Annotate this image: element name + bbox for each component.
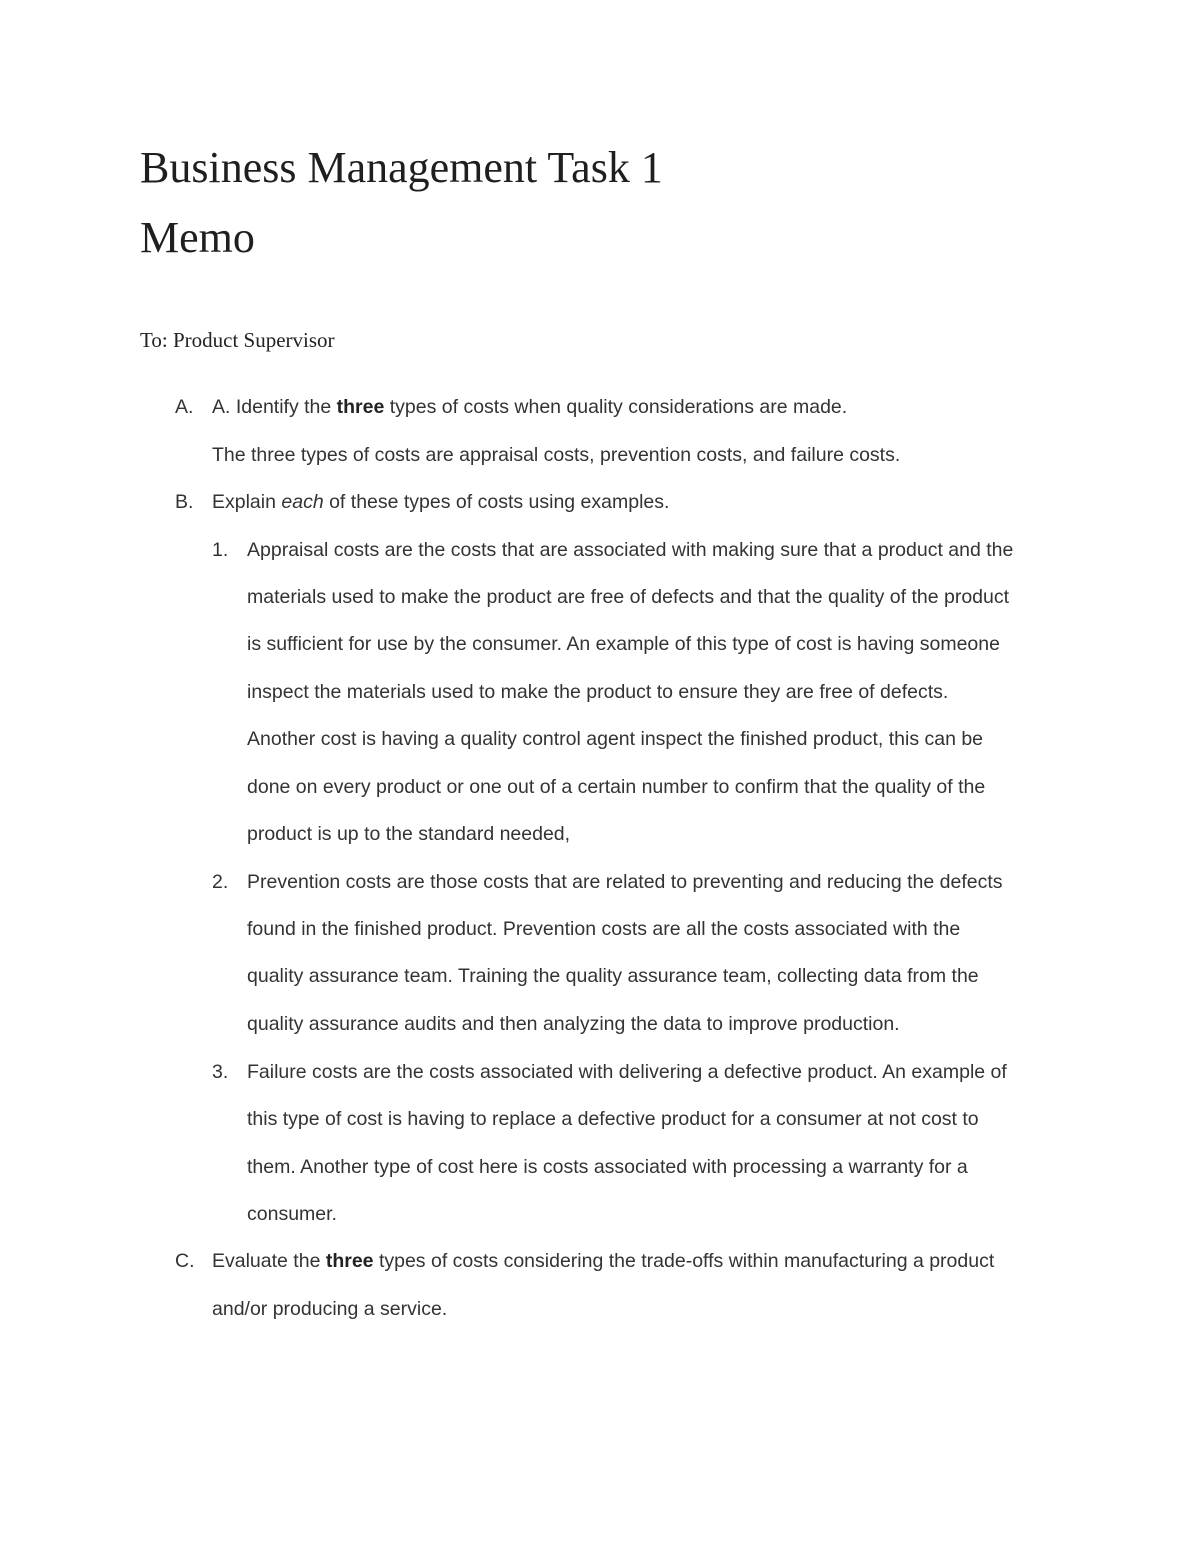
section-a-marker: A. xyxy=(175,396,194,418)
section-a-question-bold: three xyxy=(336,396,385,418)
item-2-line: found in the finished product. Prevention costs are all the costs associated with the xyxy=(247,918,961,940)
memo-recipient: To: Product Supervisor xyxy=(140,328,335,352)
item-1-line: product is up to the standard needed, xyxy=(247,823,571,845)
item-2-marker: 2. xyxy=(212,871,229,893)
item-1-line: Appraisal costs are the costs that are associated with making sure that a product and the xyxy=(247,539,1014,561)
item-3-line: consumer. xyxy=(247,1203,337,1225)
item-2-line: Prevention costs are those costs that are related to preventing and reducing the defects xyxy=(247,871,1003,893)
section-a-question-suffix: types of costs when quality considerations are made. xyxy=(384,396,848,418)
section-a-question xyxy=(212,392,847,422)
document-title: Business Management Task 1 xyxy=(140,143,663,192)
item-1-marker: 1. xyxy=(212,539,229,561)
section-c-question-bold: three xyxy=(325,1250,374,1272)
section-c-question-continued: and/or producing a service. xyxy=(212,1298,448,1320)
item-3-marker: 3. xyxy=(212,1061,229,1083)
section-a-question-prefix: A. Identify the xyxy=(212,396,337,418)
section-b-question xyxy=(212,487,669,517)
section-c-question-suffix: types of costs considering the trade-offs within manufacturing a product xyxy=(373,1250,995,1272)
item-2-line: quality assurance team. Training the quality assurance team, collecting data from the xyxy=(247,965,979,987)
item-1-line: Another cost is having a quality control agent inspect the finished product, this can be xyxy=(247,728,984,750)
section-b-question-italic: each xyxy=(281,491,324,513)
section-c-question xyxy=(212,1246,994,1276)
section-b-question-prefix: Explain xyxy=(212,491,282,513)
item-1-line: done on every product or one out of a certain number to confirm that the quality of the xyxy=(247,776,986,798)
section-b-question-suffix: of these types of costs using examples. xyxy=(323,491,670,513)
document-subtitle: Memo xyxy=(140,213,255,262)
item-1-line: is sufficient for use by the consumer. An example of this type of cost is having someone xyxy=(247,633,1000,655)
item-2-line: quality assurance audits and then analyzing the data to improve production. xyxy=(247,1013,900,1035)
item-1-line: inspect the materials used to make the product to ensure they are free of defects. xyxy=(247,681,949,703)
section-b-marker: B. xyxy=(175,491,194,513)
section-c-question-prefix: Evaluate the xyxy=(212,1250,326,1272)
item-1-line: materials used to make the product are free of defects and that the quality of the product xyxy=(247,586,1010,608)
section-c-marker: C. xyxy=(175,1250,195,1272)
item-3-line: this type of cost is having to replace a defective product for a consumer at not cost to xyxy=(247,1108,979,1130)
section-a-answer: The three types of costs are appraisal costs, prevention costs, and failure costs. xyxy=(212,444,901,466)
item-3-line: them. Another type of cost here is costs associated with processing a warranty for a xyxy=(247,1156,968,1178)
item-3-line: Failure costs are the costs associated with delivering a defective product. An example of xyxy=(247,1061,1007,1083)
